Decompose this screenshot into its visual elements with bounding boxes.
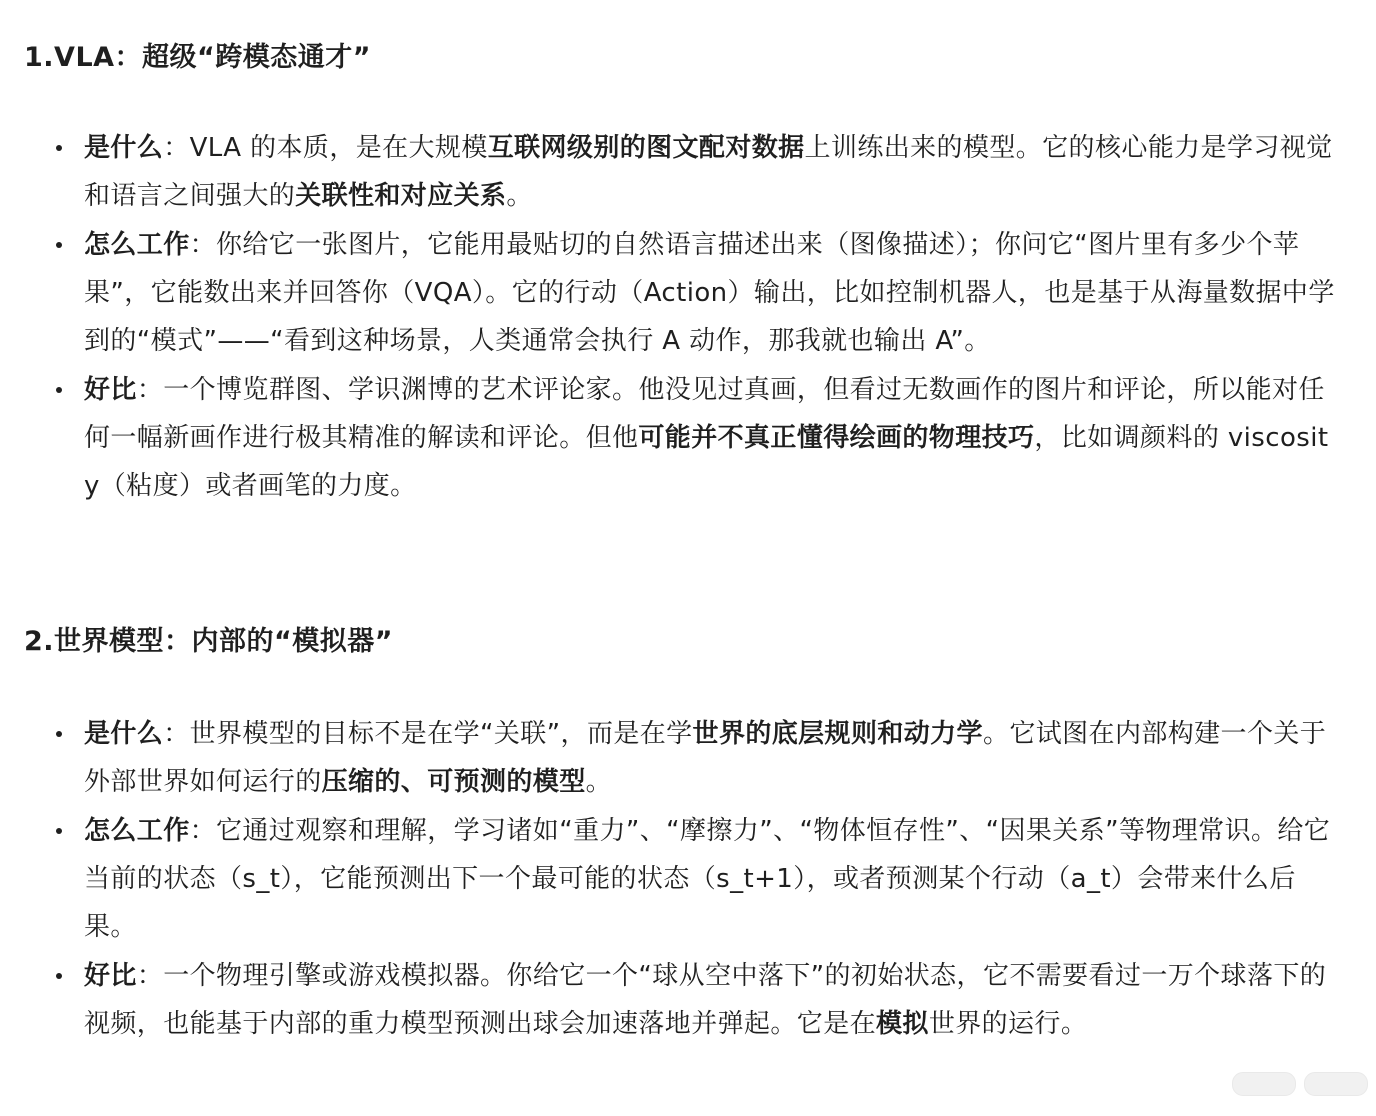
bullet-item <box>56 124 1336 220</box>
bullet-dot <box>56 973 62 979</box>
text-segment: ：VLA 的本质，是在大规模 <box>163 133 488 163</box>
bold-text: 可能并不真正懂得绘画的物理技巧 <box>638 423 1035 453</box>
bullet-dot <box>56 145 62 151</box>
bullet-item <box>56 221 1336 365</box>
bold-text: 怎么工作 <box>84 230 190 260</box>
bold-text: 怎么工作 <box>84 816 190 846</box>
bold-text: 是什么 <box>84 133 164 163</box>
bold-text: 关联性和对应关系 <box>295 181 507 211</box>
text-segment: ：世界模型的目标不是在学“关联”，而是在学 <box>163 719 693 749</box>
bold-text: 好比 <box>84 375 137 405</box>
vla-bullet-list <box>56 124 1336 511</box>
bullet-item <box>56 710 1336 806</box>
section-title-world-model: 2.世界模型：内部的“模拟器” <box>24 626 394 657</box>
watermark <box>1232 1072 1368 1096</box>
text-segment: ：一个物理引擎或游戏模拟器。你给它一个“球从空中落下”的初始状态，它不需要看过一万个球落下的视频，也能基于内部的重力模型预测出球会加速落地并弹起。它是在 <box>84 961 1327 1039</box>
bold-text: 世界的底层规则和动力学 <box>692 719 983 749</box>
text-segment: 。 <box>506 181 533 211</box>
bullet-dot <box>56 731 62 737</box>
bullet-item <box>56 952 1336 1048</box>
bold-text: 互联网级别的图文配对数据 <box>487 133 805 163</box>
bold-text: 好比 <box>84 961 137 991</box>
bullet-dot <box>56 242 62 248</box>
bold-text: 压缩的、可预测的模型 <box>321 767 586 797</box>
watermark-pill <box>1304 1072 1368 1096</box>
text-segment: 。 <box>585 767 613 797</box>
bullet-item <box>56 366 1336 510</box>
bold-text: 是什么 <box>84 719 164 749</box>
text-segment: ：你给它一张图片，它能用最贴切的自然语言描述出来（图像描述）；你问它“图片里有多少个苹果”，它能数出来并回答你（VQA）。它的行动（Action）输出，比如控制机器人，也是基于从海量数据中学到的“模式”——“看到这种场景，人类通常会执行 A 动作，那我就也输出 A”。 <box>84 230 1335 356</box>
text-segment: 世界的运行。 <box>928 1009 1088 1039</box>
text-segment: 上训练出来的模型。它的核心能力是学习视觉和语言之间强大的 <box>84 133 1333 211</box>
text-segment: ，比如调颜料的 viscosity（粘度）或者画笔的力度。 <box>84 423 1329 501</box>
bullet-dot <box>56 828 62 834</box>
watermark-pill <box>1232 1072 1296 1096</box>
text-segment: 。它试图在内部构建一个关于外部世界如何运行的 <box>84 719 1327 797</box>
text-segment: ：一个博览群图、学识渊博的艺术评论家。他没见过真画，但看过无数画作的图片和评论，所以能对任何一幅新画作进行极其精准的解读和评论。但他 <box>84 375 1325 453</box>
bold-text: 模拟 <box>876 1009 929 1039</box>
text-segment: ：它通过观察和理解，学习诸如“重力”、“摩擦力”、“物体恒存性”、“因果关系”等物理常识。给它当前的状态（s_t），它能预测出下一个最可能的状态（s_t+1），或者预测某个行动（a_t）会带来什么后果。 <box>84 816 1331 942</box>
bullet-item <box>56 807 1336 951</box>
bullet-dot <box>56 387 62 393</box>
world-model-bullet-list <box>56 710 1336 1049</box>
section-title-vla: 1.VLA：超级“跨模态通才” <box>24 42 372 73</box>
